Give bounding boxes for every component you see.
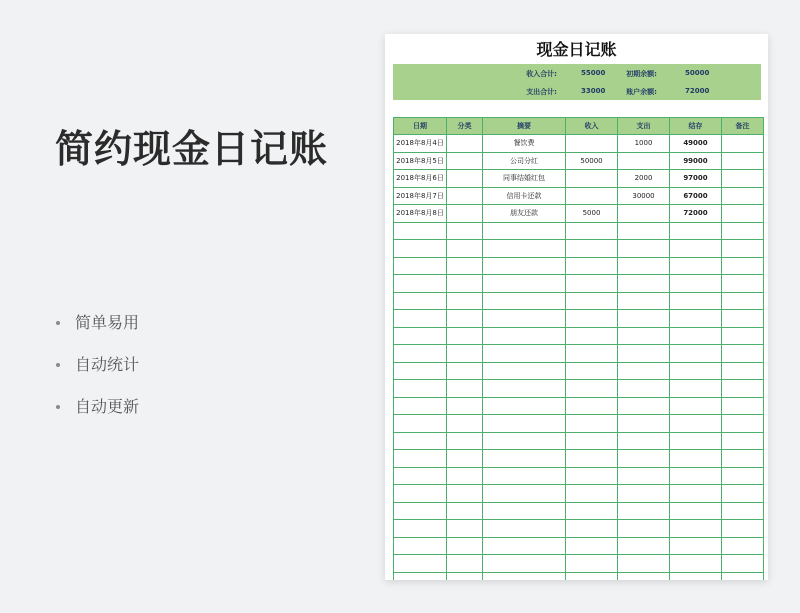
cell-note[interactable] [722, 520, 764, 538]
table-row [394, 572, 764, 580]
cell-income[interactable] [566, 187, 618, 205]
cell-income[interactable] [566, 170, 618, 188]
cell-summary[interactable] [483, 485, 566, 503]
cell-summary[interactable]: 同事结婚红包 [483, 170, 566, 188]
cell-expense[interactable] [618, 415, 670, 433]
cell-balance[interactable] [670, 345, 722, 363]
ledger-sheet [385, 34, 768, 580]
cell-note[interactable] [722, 257, 764, 275]
feature-item: 自动更新 [55, 394, 139, 436]
cell-category[interactable] [447, 135, 483, 153]
table-row [394, 485, 764, 503]
cell-date[interactable] [394, 572, 447, 580]
cell-note[interactable] [722, 135, 764, 153]
cell-income[interactable]: 50000 [566, 152, 618, 170]
table-row [394, 275, 764, 293]
cell-summary[interactable] [483, 397, 566, 415]
table-row [394, 222, 764, 240]
cell-income[interactable] [566, 362, 618, 380]
cell-income[interactable] [566, 432, 618, 450]
table-row [394, 520, 764, 538]
cell-date[interactable] [394, 467, 447, 485]
cell-date[interactable] [394, 432, 447, 450]
cell-note[interactable] [722, 502, 764, 520]
cell-balance[interactable] [670, 450, 722, 468]
cell-balance[interactable] [670, 432, 722, 450]
summary-panel [393, 64, 761, 100]
cell-expense[interactable]: 30000 [618, 187, 670, 205]
table-row [394, 170, 764, 188]
cell-category[interactable] [447, 310, 483, 328]
table-row [394, 415, 764, 433]
cell-income[interactable] [566, 135, 618, 153]
cell-balance[interactable] [670, 537, 722, 555]
cell-balance[interactable] [670, 485, 722, 503]
cell-expense[interactable] [618, 310, 670, 328]
cell-date[interactable] [394, 397, 447, 415]
cell-summary[interactable] [483, 432, 566, 450]
cell-category[interactable] [447, 292, 483, 310]
cell-category[interactable] [447, 275, 483, 293]
cell-category[interactable] [447, 520, 483, 538]
table-row [394, 555, 764, 573]
cell-category[interactable] [447, 152, 483, 170]
cell-category[interactable] [447, 467, 483, 485]
cell-income[interactable] [566, 502, 618, 520]
opening-balance-value: 50000 [685, 69, 710, 77]
income-total-label: 收入合计: [526, 70, 557, 78]
cell-summary[interactable] [483, 292, 566, 310]
cell-note[interactable] [722, 432, 764, 450]
feature-item: 简单易用 [55, 310, 139, 352]
cell-category[interactable] [447, 572, 483, 580]
cell-summary[interactable]: 朋友还款 [483, 205, 566, 223]
cell-date[interactable] [394, 310, 447, 328]
cell-category[interactable] [447, 485, 483, 503]
cell-balance[interactable] [670, 380, 722, 398]
cell-summary[interactable] [483, 362, 566, 380]
cell-income[interactable] [566, 257, 618, 275]
cell-note[interactable] [722, 222, 764, 240]
cell-summary[interactable] [483, 537, 566, 555]
cell-category[interactable] [447, 450, 483, 468]
cell-category[interactable] [447, 240, 483, 258]
cell-summary[interactable]: 信用卡还款 [483, 187, 566, 205]
cell-category[interactable] [447, 362, 483, 380]
column-header-date: 日期 [394, 118, 447, 135]
table-row [394, 380, 764, 398]
cell-date[interactable] [394, 485, 447, 503]
cell-date[interactable] [394, 380, 447, 398]
cell-note[interactable] [722, 485, 764, 503]
cell-income[interactable] [566, 292, 618, 310]
table-row [394, 450, 764, 468]
cell-balance[interactable] [670, 467, 722, 485]
sheet-title: 现金日记账 [536, 40, 617, 59]
cell-balance[interactable]: 99000 [670, 152, 722, 170]
cell-summary[interactable] [483, 222, 566, 240]
cell-note[interactable] [722, 275, 764, 293]
cell-category[interactable] [447, 222, 483, 240]
cell-income[interactable] [566, 555, 618, 573]
cell-balance[interactable]: 49000 [670, 135, 722, 153]
cell-balance[interactable] [670, 362, 722, 380]
cell-category[interactable] [447, 555, 483, 573]
cell-income[interactable] [566, 310, 618, 328]
cell-expense[interactable] [618, 397, 670, 415]
cell-summary[interactable] [483, 345, 566, 363]
cell-expense[interactable] [618, 292, 670, 310]
cell-income[interactable] [566, 415, 618, 433]
opening-balance-label: 初期余额: [626, 70, 657, 78]
promo-title: 简约现金日记账 [55, 127, 329, 171]
cell-category[interactable] [447, 170, 483, 188]
cell-note[interactable] [722, 537, 764, 555]
cell-expense[interactable] [618, 432, 670, 450]
cell-balance[interactable] [670, 257, 722, 275]
cell-balance[interactable] [670, 397, 722, 415]
cell-balance[interactable]: 72000 [670, 205, 722, 223]
table-row [394, 467, 764, 485]
cell-income[interactable] [566, 397, 618, 415]
table-row [394, 432, 764, 450]
table-row [394, 135, 764, 153]
income-total-value: 55000 [581, 69, 606, 77]
account-balance-label: 账户余额: [626, 88, 657, 96]
cell-date[interactable] [394, 222, 447, 240]
cell-date[interactable]: 2018年8月5日 [394, 152, 447, 170]
cell-summary[interactable]: 公司分红 [483, 152, 566, 170]
cell-expense[interactable] [618, 502, 670, 520]
cell-category[interactable] [447, 205, 483, 223]
table-row [394, 345, 764, 363]
column-header-category: 分类 [447, 118, 483, 135]
table-row [394, 537, 764, 555]
cell-summary[interactable] [483, 502, 566, 520]
cell-expense[interactable] [618, 362, 670, 380]
table-row [394, 327, 764, 345]
cell-category[interactable] [447, 187, 483, 205]
cell-category[interactable] [447, 345, 483, 363]
cell-summary[interactable] [483, 572, 566, 580]
cell-income[interactable]: 5000 [566, 205, 618, 223]
cell-expense[interactable] [618, 327, 670, 345]
table-row [394, 152, 764, 170]
cell-income[interactable] [566, 275, 618, 293]
cell-category[interactable] [447, 380, 483, 398]
cell-summary[interactable] [483, 450, 566, 468]
cell-summary[interactable]: 餐饮费 [483, 135, 566, 153]
cell-income[interactable] [566, 485, 618, 503]
cell-date[interactable] [394, 275, 447, 293]
cell-expense[interactable] [618, 450, 670, 468]
cell-balance[interactable] [670, 275, 722, 293]
cell-date[interactable] [394, 555, 447, 573]
cell-category[interactable] [447, 502, 483, 520]
cell-date[interactable] [394, 327, 447, 345]
cell-date[interactable] [394, 450, 447, 468]
cell-date[interactable] [394, 362, 447, 380]
cell-date[interactable] [394, 537, 447, 555]
column-header-expense: 支出 [618, 118, 670, 135]
cell-note[interactable] [722, 345, 764, 363]
feature-item: 自动统计 [55, 352, 139, 394]
cell-note[interactable] [722, 205, 764, 223]
cell-summary[interactable] [483, 380, 566, 398]
cell-expense[interactable]: 1000 [618, 135, 670, 153]
cell-expense[interactable] [618, 205, 670, 223]
cell-expense[interactable] [618, 257, 670, 275]
cell-category[interactable] [447, 397, 483, 415]
cell-expense[interactable] [618, 467, 670, 485]
cell-expense[interactable] [618, 555, 670, 573]
cell-expense[interactable] [618, 520, 670, 538]
cell-date[interactable] [394, 240, 447, 258]
cell-expense[interactable] [618, 275, 670, 293]
cell-balance[interactable] [670, 240, 722, 258]
cell-note[interactable] [722, 362, 764, 380]
cell-note[interactable] [722, 555, 764, 573]
cell-balance[interactable] [670, 310, 722, 328]
cell-note[interactable] [722, 415, 764, 433]
cell-balance[interactable] [670, 292, 722, 310]
cell-note[interactable] [722, 152, 764, 170]
cell-income[interactable] [566, 327, 618, 345]
table-row [394, 240, 764, 258]
cell-note[interactable] [722, 310, 764, 328]
table-row [394, 310, 764, 328]
cell-date[interactable]: 2018年8月6日 [394, 170, 447, 188]
ledger-table [393, 117, 764, 580]
cell-summary[interactable] [483, 327, 566, 345]
expense-total-label: 支出合计: [526, 88, 557, 96]
cell-income[interactable] [566, 380, 618, 398]
cell-balance[interactable]: 97000 [670, 170, 722, 188]
table-row [394, 397, 764, 415]
column-header-summary: 摘要 [483, 118, 566, 135]
cell-summary[interactable] [483, 555, 566, 573]
cell-balance[interactable] [670, 520, 722, 538]
cell-date[interactable] [394, 520, 447, 538]
cell-expense[interactable] [618, 345, 670, 363]
table-row [394, 187, 764, 205]
cell-expense[interactable] [618, 380, 670, 398]
cell-category[interactable] [447, 432, 483, 450]
table-row [394, 292, 764, 310]
cell-note[interactable] [722, 240, 764, 258]
account-balance-value: 72000 [685, 87, 710, 95]
cell-summary[interactable] [483, 520, 566, 538]
cell-note[interactable] [722, 170, 764, 188]
cell-expense[interactable] [618, 152, 670, 170]
header-row [394, 118, 764, 135]
cell-note[interactable] [722, 467, 764, 485]
cell-category[interactable] [447, 327, 483, 345]
cell-balance[interactable] [670, 222, 722, 240]
cell-income[interactable] [566, 520, 618, 538]
column-header-income: 收入 [566, 118, 618, 135]
cell-expense[interactable] [618, 222, 670, 240]
cell-date[interactable] [394, 502, 447, 520]
cell-expense[interactable] [618, 572, 670, 580]
cell-note[interactable] [722, 397, 764, 415]
cell-balance[interactable] [670, 555, 722, 573]
cell-balance[interactable]: 67000 [670, 187, 722, 205]
cell-income[interactable] [566, 572, 618, 580]
cell-note[interactable] [722, 187, 764, 205]
cell-summary[interactable] [483, 467, 566, 485]
table-row [394, 205, 764, 223]
cell-expense[interactable]: 2000 [618, 170, 670, 188]
cell-income[interactable] [566, 537, 618, 555]
cell-date[interactable] [394, 345, 447, 363]
cell-date[interactable]: 2018年8月7日 [394, 187, 447, 205]
cell-category[interactable] [447, 537, 483, 555]
cell-summary[interactable] [483, 415, 566, 433]
cell-date[interactable]: 2018年8月4日 [394, 135, 447, 153]
cell-note[interactable] [722, 572, 764, 580]
cell-balance[interactable] [670, 415, 722, 433]
column-header-note: 备注 [722, 118, 764, 135]
cell-date[interactable]: 2018年8月8日 [394, 205, 447, 223]
cell-income[interactable] [566, 222, 618, 240]
cell-balance[interactable] [670, 327, 722, 345]
cell-date[interactable] [394, 415, 447, 433]
cell-balance[interactable] [670, 502, 722, 520]
cell-income[interactable] [566, 450, 618, 468]
cell-note[interactable] [722, 292, 764, 310]
cell-income[interactable] [566, 467, 618, 485]
table-row [394, 502, 764, 520]
cell-expense[interactable] [618, 537, 670, 555]
cell-date[interactable] [394, 292, 447, 310]
cell-expense[interactable] [618, 485, 670, 503]
cell-summary[interactable] [483, 275, 566, 293]
cell-income[interactable] [566, 345, 618, 363]
cell-balance[interactable] [670, 572, 722, 580]
table-row [394, 257, 764, 275]
cell-category[interactable] [447, 257, 483, 275]
cell-note[interactable] [722, 380, 764, 398]
expense-total-value: 33000 [581, 87, 606, 95]
cell-note[interactable] [722, 450, 764, 468]
cell-income[interactable] [566, 240, 618, 258]
cell-summary[interactable] [483, 257, 566, 275]
feature-list [55, 310, 139, 436]
cell-category[interactable] [447, 415, 483, 433]
cell-summary[interactable] [483, 310, 566, 328]
column-header-balance: 结存 [670, 118, 722, 135]
cell-date[interactable] [394, 257, 447, 275]
cell-summary[interactable] [483, 240, 566, 258]
cell-expense[interactable] [618, 240, 670, 258]
table-row [394, 362, 764, 380]
cell-note[interactable] [722, 327, 764, 345]
